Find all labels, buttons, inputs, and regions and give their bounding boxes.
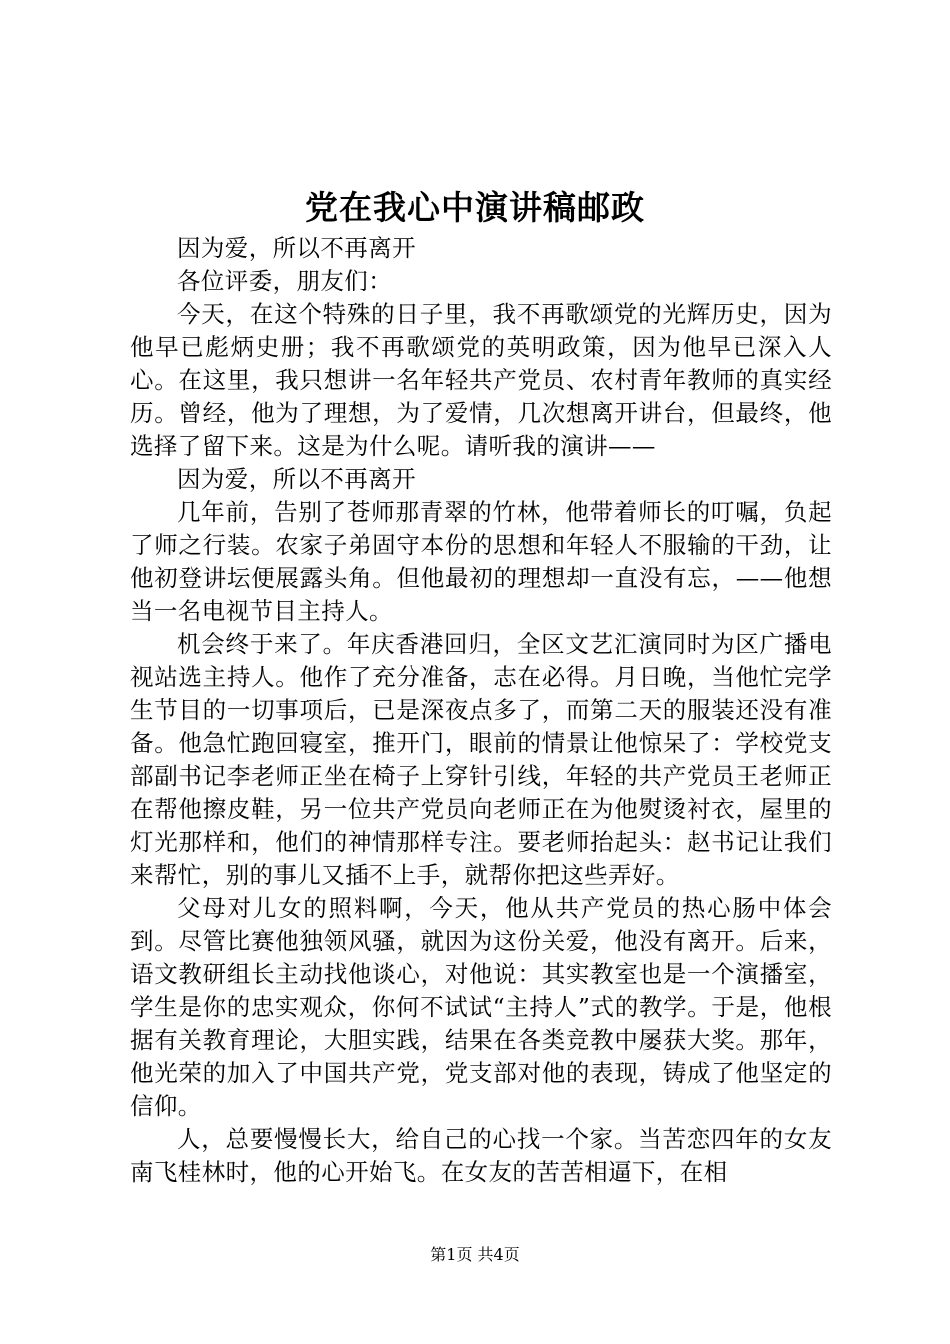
document-body bbox=[130, 232, 832, 1189]
paragraph: 今天，在这个特殊的日子里，我不再歌颂党的光辉历史，因为他早已彪炳史册；我不再歌颂党的英明政策，因为他早已深入人心。在这里，我只想讲一名年轻共产党员、农村青年教师的真实经历。曾经，他为了理想，为了爱情，几次想离开讲台，但最终，他选择了留下来。这是为什么呢。请听我的演讲—— bbox=[130, 300, 832, 460]
document-title: 党在我心中演讲稿邮政 bbox=[305, 188, 645, 227]
paragraph: 几年前，告别了苍师那青翠的竹林，他带着师长的叮嘱，负起了师之行装。农家子弟固守本份的思想和年轻人不服输的干劲，让他初登讲坛便展露头角。但他最初的理想却一直没有忘，——他想当一名电视节目主持人。 bbox=[130, 498, 832, 625]
paragraph: 人，总要慢慢长大，给自己的心找一个家。当苦恋四年的女友南飞桂林时，他的心开始飞。在女友的苦苦相逼下，在相 bbox=[130, 1125, 832, 1186]
paragraph: 因为爱，所以不再离开 bbox=[177, 234, 416, 262]
page-number-footer: 第1页 共4页 bbox=[430, 1245, 520, 1264]
paragraph: 机会终于来了。年庆香港回归，全区文艺汇演同时为区广播电视站选主持人。他作了充分准备，志在必得。月日晚，当他忙完学生节目的一切事项后，已是深夜点多了，而第二天的服装还没有准备。他急忙跑回寝室，推开门，眼前的情景让他惊呆了：学校党支部副书记李老师正坐在椅子上穿针引线，年轻的共产党员王老师正在帮他擦皮鞋，另一位共产党员向老师正在为他熨烫衬衣，屋里的灯光那样和，他们的神情那样专注。要老师抬起头：赵书记让我们来帮忙，别的事儿又插不上手，就帮你把这些弄好。 bbox=[130, 630, 832, 889]
paragraph: 因为爱，所以不再离开 bbox=[177, 465, 416, 493]
paragraph: 各位评委，朋友们： bbox=[177, 267, 393, 295]
paragraph: 父母对儿女的照料啊，今天，他从共产党员的热心肠中体会到。尽管比赛他独领风骚，就因为这份关爱，他没有离开。后来，语文教研组长主动找他谈心，对他说：其实教室也是一个演播室，学生是你的忠实观众，你何不试试“主持人”式的教学。于是，他根据有关教育理论，大胆实践，结果在各类竞教中屡获大奖。那年，他光荣的加入了中国共产党，党支部对他的表现，铸成了他坚定的信仰。 bbox=[130, 894, 832, 1120]
